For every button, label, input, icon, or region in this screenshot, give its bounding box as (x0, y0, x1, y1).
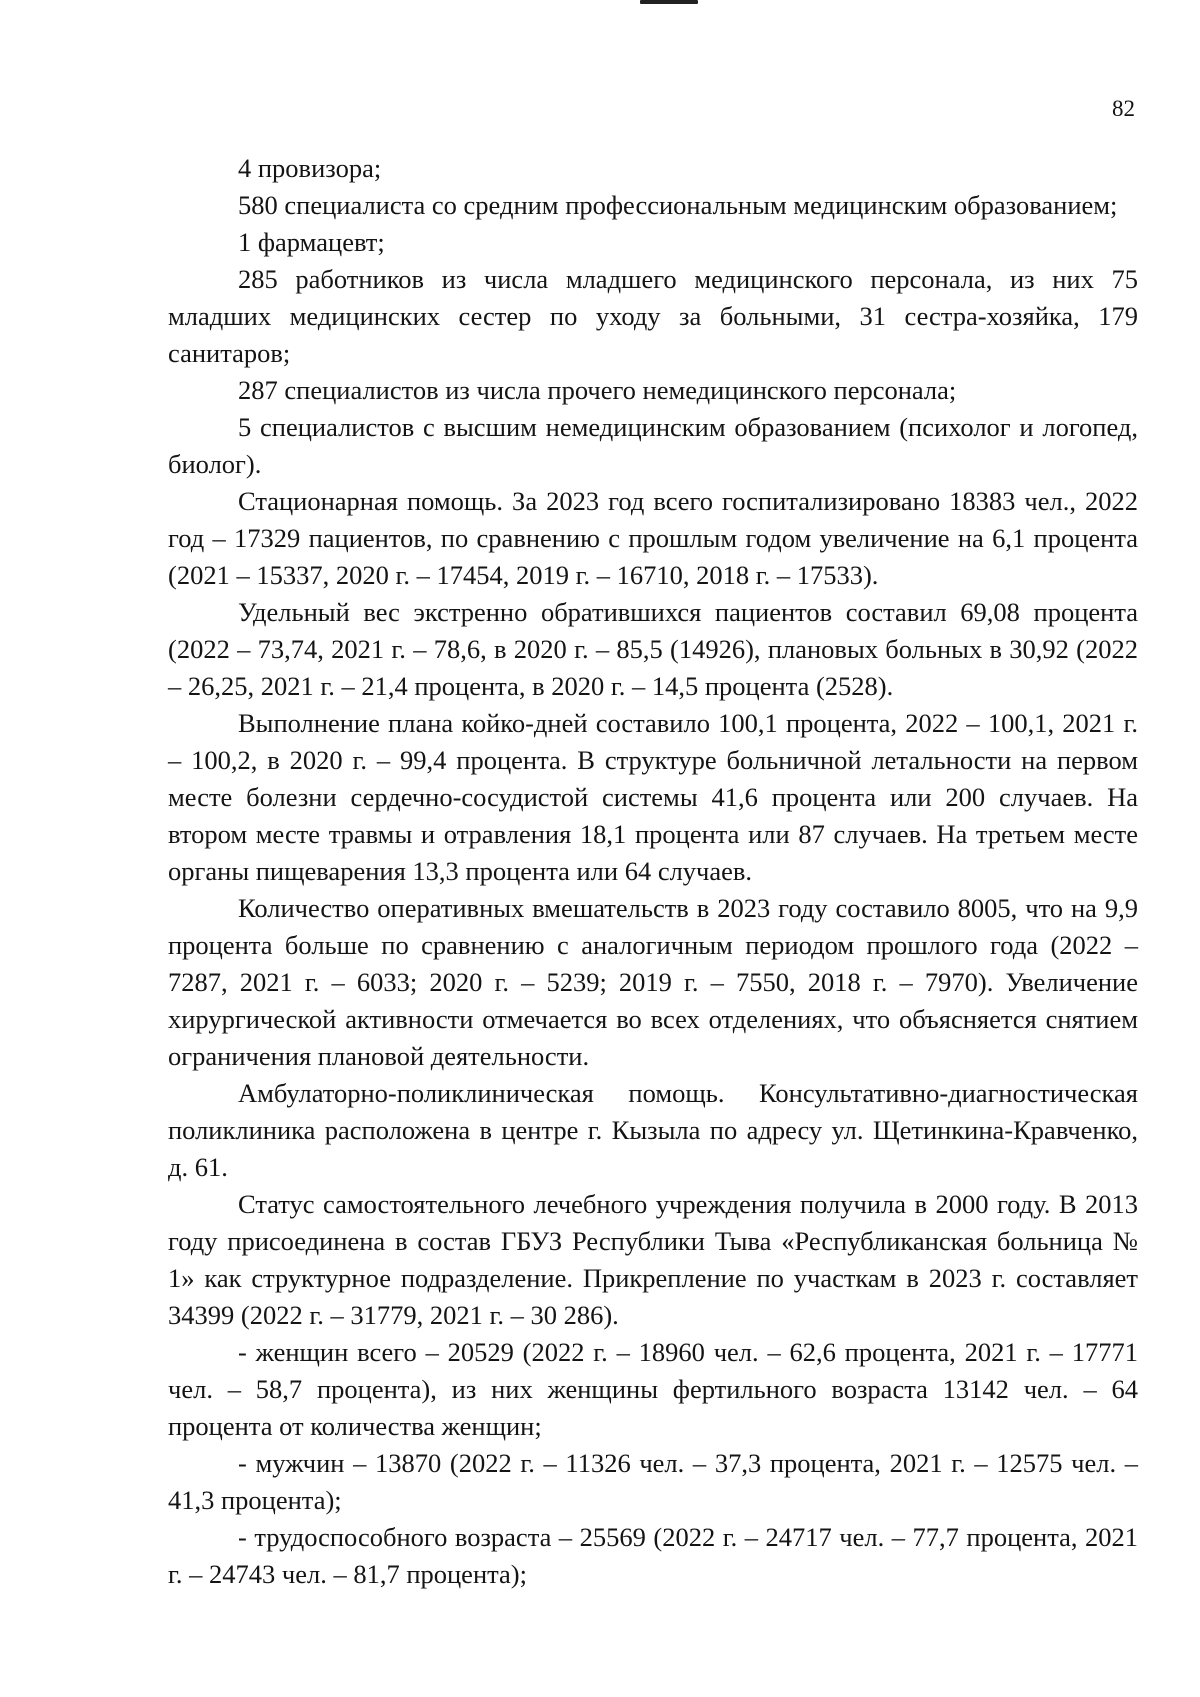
paragraph-non-medical-staff: 287 специалистов из числа прочего немедицинского персонала; (238, 375, 957, 405)
paragraph-women: - женщин всего – 20529 (2022 г. – 18960 чел. – 62,6 процента, 2021 г. – 17771 чел. – 58,7 процента), из них женщины фертильного возраста 13142 чел. – 64 процента от количества женщин; (168, 1337, 1138, 1441)
paragraph-outpatient-care: Амбулаторно-поликлиническая помощь. Консультативно-диагностическая поликлиника расположена в центре г. Кызыла по адресу ул. Щетинкина-Кравченко, д. 61. (168, 1078, 1138, 1182)
paragraph-bed-days: Выполнение плана койко-дней составило 100,1 процента, 2022 – 100,1, 2021 г. – 100,2, в 2020 г. – 99,4 процента. В структуре больничной летальности на первом месте болезни сердечно-сосудистой системы 41,6 процента или 200 случаев. На втором месте травмы и отравления 18,1 процента или 87 случаев. На третьем месте органы пищеварения 13,3 процента или 64 случаев. (168, 708, 1138, 886)
paragraph-pharmacist: 1 фармацевт; (238, 227, 385, 257)
scan-artifact-mark (640, 0, 698, 4)
paragraph-emergency-share: Удельный вес экстренно обратившихся пациентов составил 69,08 процента (2022 – 73,74, 2021 г. – 78,6, в 2020 г. – 85,5 (14926), плановых больных в 30,92 (2022 – 26,25, 2021 г. – 21,4 процента, в 2020 г. – 14,5 процента (2528). (168, 597, 1138, 701)
document-body (168, 150, 1138, 1593)
paragraph-pharmacists: 4 провизора; (238, 153, 382, 183)
paragraph-status: Статус самостоятельного лечебного учреждения получила в 2000 году. В 2013 году присоединена в состав ГБУЗ Республики Тыва «Республиканская больница № 1» как структурное подразделение. Прикрепление по участкам в 2023 г. составляет 34399 (2022 г. – 31779, 2021 г. – 30 286). (168, 1189, 1138, 1330)
paragraph-junior-medical-staff: 285 работников из числа младшего медицинского персонала, из них 75 младших медицинских сестер по уходу за больными, 31 сестра-хозяйка, 179 санитаров; (168, 264, 1138, 368)
page-number: 82 (1112, 96, 1135, 121)
paragraph-surgeries: Количество оперативных вмешательств в 2023 году составило 8005, что на 9,9 процента больше по сравнению с аналогичным периодом прошлого года (2022 – 7287, 2021 г. – 6033; 2020 г. – 5239; 2019 г. – 7550, 2018 г. – 7970). Увеличение хирургической активности отмечается во всех отделениях, что объясняется снятием ограничения плановой деятельности. (168, 893, 1138, 1071)
paragraph-inpatient-care: Стационарная помощь. За 2023 год всего госпитализировано 18383 чел., 2022 год – 17329 пациентов, по сравнению с прошлым годом увеличение на 6,1 процента (2021 – 15337, 2020 г. – 17454, 2019 г. – 16710, 2018 г. – 17533). (168, 486, 1138, 590)
paragraph-secondary-medical-staff: 580 специалиста со средним профессиональным медицинским образованием; (238, 190, 1118, 220)
paragraph-men: - мужчин – 13870 (2022 г. – 11326 чел. – 37,3 процента, 2021 г. – 12575 чел. – 41,3 процента); (168, 1448, 1138, 1515)
paragraph-working-age: - трудоспособного возраста – 25569 (2022 г. – 24717 чел. – 77,7 процента, 2021 г. – 24743 чел. – 81,7 процента); (168, 1522, 1138, 1589)
paragraph-higher-non-medical: 5 специалистов с высшим немедицинским образованием (психолог и логопед, биолог). (168, 412, 1138, 479)
